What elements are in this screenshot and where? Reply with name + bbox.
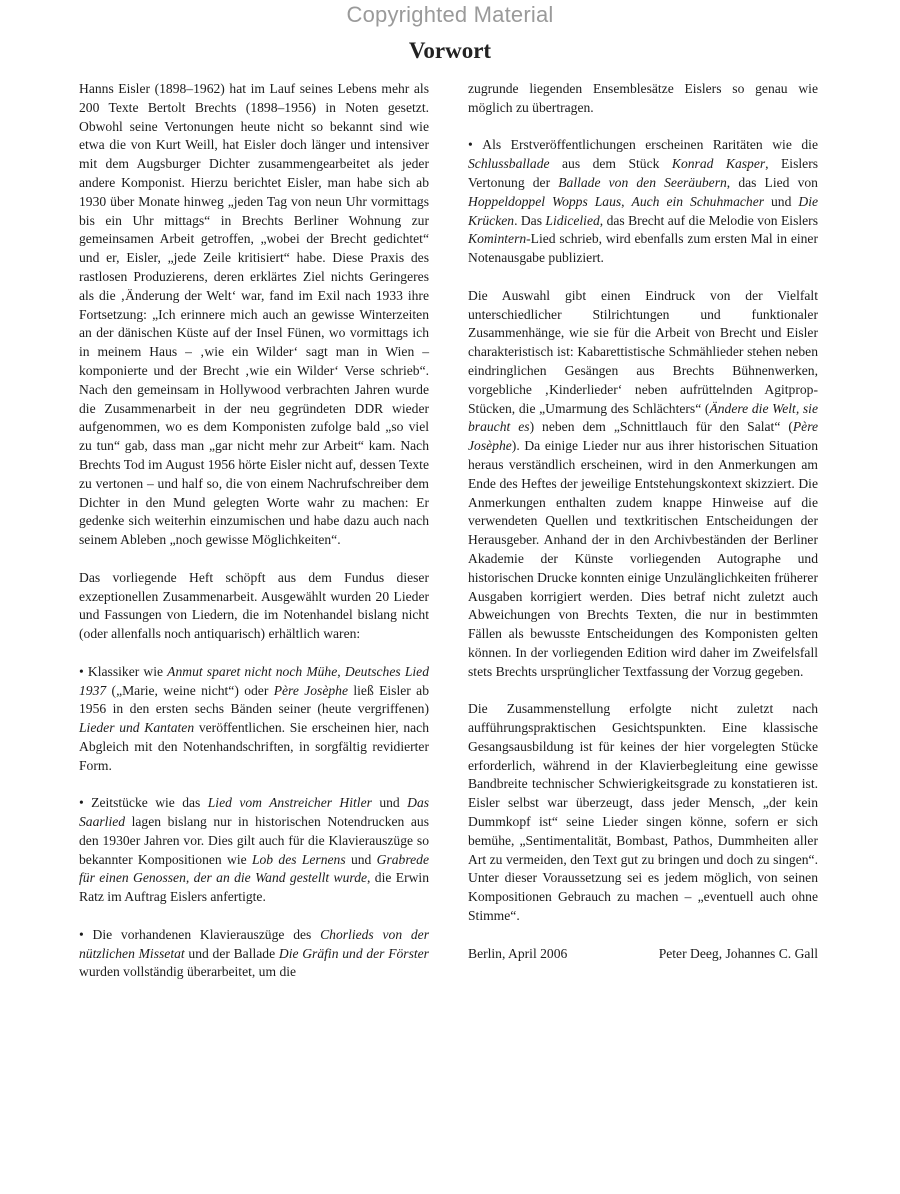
paragraph-selection: Das vorliegende Heft schöpft aus dem Fundus dieser exzeptionellen Zusammenarbeit. Ausgewählt wurden 20 Lieder und Fassungen von Liedern, die im Notenhandel bislang nicht (oder allenfalls noch antiquarisch) erhältlich waren: [79, 569, 429, 642]
bullet-classics: • Klassiker wie Anmut sparet nicht noch Mühe, Deutsches Lied 1937 („Marie, weine nicht“) oder Père Josèphe ließ Eisler ab 1956 in den ersten sechs Bänden seiner (heute vergriffenen) Lieder und Kantaten veröffentlichen. Sie erscheinen hier, nach Abgleich mit den Notenhandschriften, in sorgfältig revidierter Form. [79, 663, 429, 776]
bullet-period-pieces: • Zeitstücke wie das Lied vom Anstreicher Hitler und Das Saarlied lagen bislang nur in historischen Notendrucken aus den 1930er Jahren vor. Dies gilt auch für die Klavierauszüge so bekannter Kompositionen wie Lob des Lernens und Grabrede für einen Genossen, der an die Wand gestellt wurde, die Erwin Ratz im Auftrag Eislers anfertigte. [79, 794, 429, 907]
page-title: Vorwort [408, 38, 492, 63]
right-column [468, 80, 818, 963]
copyright-watermark: Copyrighted Material [346, 2, 554, 27]
place-date: Berlin, April 2006 [468, 945, 568, 961]
bullet-piano-reductions: • Die vorhandenen Klavierauszüge des Chorlieds von der nützlichen Missetat und der Ballade Die Gräfin und der Förster wurden vollständig überarbeitet, um die [79, 926, 429, 982]
authors: Peter Deeg, Johannes C. Gall [658, 945, 818, 961]
paragraph-performance: Die Zusammenstellung erfolgte nicht zuletzt nach aufführungspraktischen Gesichtspunkten. Eine klassische Gesangsausbildung ist für keines der hier vorgelegten Stücke erforderlich, während in der Klavierbegleitung eine gewisse Bandbreite technischer Schwierigkeitsgrade zu konstatieren ist. Eisler selbst war überzeugt, dass jeder Mensch, „der kein Dummkopf ist“ seine Lieder singen könne, sofern er sich bemühe, „Sentimentalität, Bombast, Pathos, Dummheiten aller Art zu vermeiden, den Text gut zu bringen und doch zu singen“. Unter dieser Voraussetzung sei es jedem möglich, von seinen Kompositionen Gebrauch zu machen – „eventuell auch ohne Stimme“. [468, 701, 818, 924]
paragraph-continuation: zugrunde liegenden Ensemblesätze Eislers so genau wie möglich zu übertragen. [468, 81, 818, 115]
paragraph-variety: Die Auswahl gibt einen Eindruck von der Vielfalt unterschiedlicher Stilrichtungen und funktionaler Zusammenhänge, wie sie für die Arbeit von Brecht und Eisler charakteristisch ist: Kabarettistische Schmählieder stehen neben eindringlichen Gesängen aus Brechts Bühnenwerken, vorgebliche ‚Kinderlieder‘ neben aufrüttelnden Agitprop-Stücken, die „Umarmung des Schlächters“ (Ändere die Welt, sie braucht es) neben dem „Schnittlauch für den Salat“ (Père Josèphe). Da einige Lieder nur aus ihrer historischen Situation heraus verständlich erscheinen, wird in den Anmerkungen am Ende des Heftes der jeweilige Entstehungskontext skizziert. Die Anmerkungen enthalten zudem knappe Hinweise auf die verwendeten Quellen und textkritischen Entscheidungen der Herausgeber. Anhand der in den Archivbeständen der Berliner Akademie der Künste vorliegenden Autographe und historischen Drucke konnten einige Unzulänglichkeiten früherer Ausgaben korrigiert werden. Dies betraf nicht zuletzt auch Abweichungen von Brechts Texten, die nur in bestimmten Fällen als bewusste Entscheidungen des Komponisten gelten können. In der vorliegenden Edition wird daher im Zweifelsfall stets Brechts ursprünglicher Textfassung der Vorzug gegeben. [468, 287, 819, 679]
bullet-first-publications: • Als Erstveröffentlichungen erscheinen Raritäten wie die Schlussballade aus dem Stück Konrad Kasper, Eislers Vertonung der Ballade von den Seeräubern, das Lied von Hoppeldoppel Wopps Laus, Auch ein Schuhmacher und Die Krücken. Das Lidicelied, das Brecht auf die Melodie von Eislers Komintern-Lied schrieb, wird ebenfalls zum ersten Mal in einer Notenausgabe publiziert. [468, 136, 818, 268]
paragraph-intro: Hanns Eisler (1898–1962) hat im Lauf seines Lebens mehr als 200 Texte Bertolt Brechts (1898–1956) in Noten gesetzt. Obwohl seine Vertonungen heute nicht so bekannt sind wie etwa die von Kurt Weill, hat Eisler doch länger und intensiver mit dem Augsburger Dichter zusammengearbeitet als jeder andere Komponist. Hierzu berichtet Eisler, man habe sich ab 1930 über Monate hinweg „jeden Tag von neun Uhr vormittags bis ein Uhr mittags“ in Brechts Berliner Wohnung zur gemeinsamen Arbeit getroffen, „wobei der Brecht gedichtet“ und er, Eisler, „jede Zeile kritisiert“ habe. Diese Praxis des rastlosen Produzierens, deren erklärtes Ziel nichts Geringeres als die ‚Änderung der Welt‘ war, fand im Exil nach 1933 ihre Fortsetzung: „Ich erinnere mich auch an gewisse Winterzeiten an der dänischen Küste auf der Insel Fünen, wo vormittags ich in meinem Haus – ‚wie ein Wilder‘ sagt man in Wien – komponierte und der Brecht ‚wie ein Wilder‘ Verse schrieb“. Nach den gemeinsam in Hollywood verbrachten Jahren wurde die Zusammenarbeit in der neu gegründeten DDR wieder aufgenommen, wo es dem Komponisten zufolge bald „so viel zu tun“ gab, dass man „gar nicht mehr zur Arbeit“ kam. Nach Brechts Tod im August 1956 hörte Eisler nicht auf, dessen Texte zu vertonen – und half so, die von einem Nachrufschreiber dem Dichter in den Mund gelegten Worte wahr zu machen: Er gedenke sich weiterhin einzumischen und habe dazu auch nach seinem Ableben „noch gewisse Möglichkeiten“. [79, 81, 429, 548]
signature-line [468, 945, 818, 964]
left-column [79, 80, 429, 1001]
